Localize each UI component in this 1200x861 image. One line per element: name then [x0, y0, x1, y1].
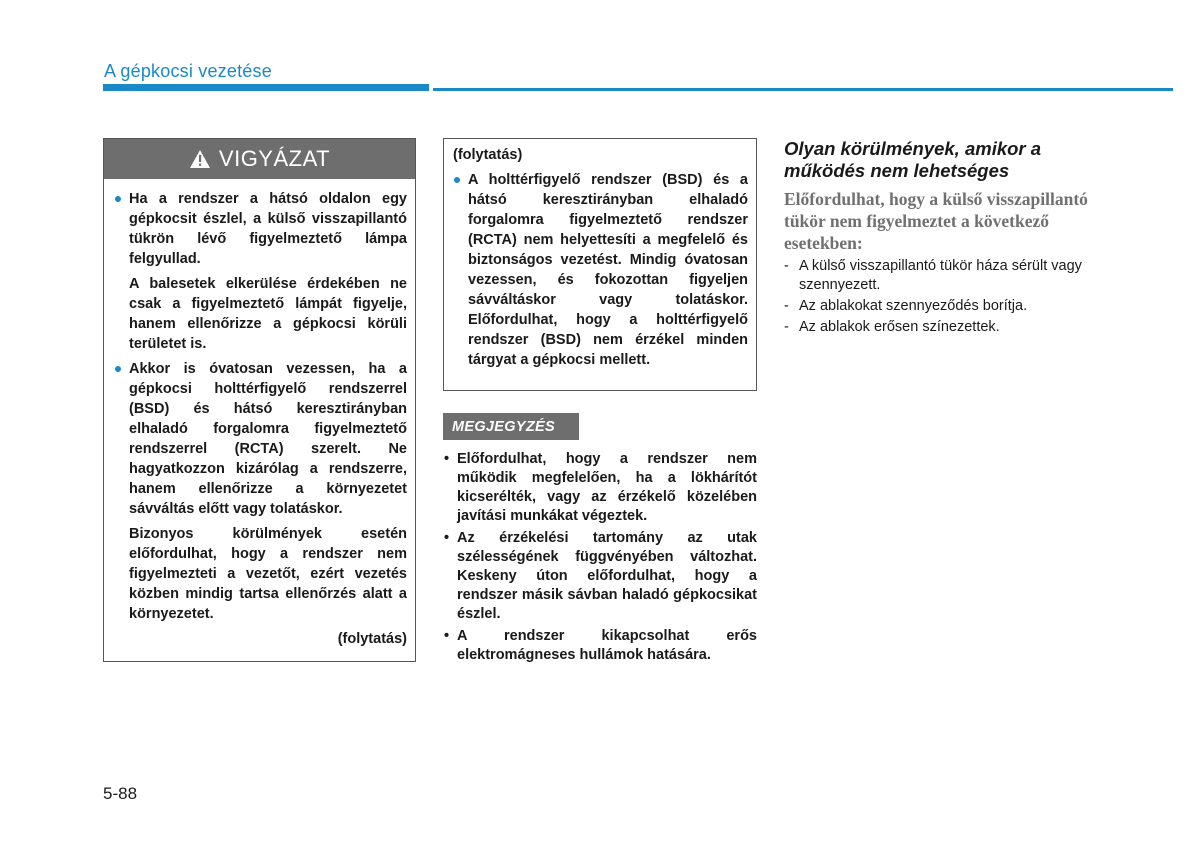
warning-bullet-2 — [114, 359, 407, 519]
warning-header — [104, 139, 415, 179]
dash-list-item — [784, 318, 1096, 337]
warning-bullet-1-text: Ha a rendszer a hátsó oldalon egy gépkocsit észlel, a külső visszapillantó tükrön lévő figyelmeztető lámpa felgyullad. — [129, 191, 407, 267]
warning-bullet-2-sub: Bizonyos körülmények esetén előfordulhat, hogy a rendszer nem figyelmezteti a vezetőt, ezért vezetés közben mindig tartsa ellenőrzés alatt a környezetet. — [129, 526, 407, 622]
continued-bullet-text: A holttérfigyelő rendszer (BSD) és a hátsó keresztirányban elhaladó forgalomra figyelmeztető rendszer (RCTA) nem helyettesíti a megfelelő és biztonságos vezetést. Mindig óvatosan vezessen, és fokozottan figyeljen sávváltáskor vagy tolatáskor. Előfordulhat, hogy a holttérfigyelő rendszer (BSD) nem érzékel minden tárgyat a gépkocsi mellett. — [468, 172, 748, 368]
bullet-dot-icon — [454, 177, 460, 183]
section-subtitle: Előfordulhat, hogy a külső visszapillantó tükör nem figyelmeztet a következő esetekben: — [784, 189, 1088, 253]
warning-title: VIGYÁZAT — [218, 146, 331, 171]
continued-label: (folytatás) — [337, 631, 407, 647]
warning-triangle-icon — [189, 149, 211, 169]
note-item — [443, 450, 757, 526]
continued-bullet — [453, 170, 748, 370]
dash-icon: - — [784, 298, 789, 314]
warning-body — [104, 179, 415, 649]
warning-box — [103, 138, 416, 662]
warning-bullet-1 — [114, 189, 407, 269]
right-column — [784, 138, 1096, 339]
note-item-text: A rendszer kikapcsolhat erős elektromágneses hullámok hatására. — [457, 628, 757, 663]
header-rule-thin — [433, 88, 1173, 91]
continued-box-label: (folytatás) — [453, 147, 523, 163]
continued-box — [443, 138, 757, 391]
note-item-text: Az érzékelési tartomány az utak szélességének függvényében változhat. Keskeny úton előfordulhat, hogy a rendszer másik sávban haladó gépkocsikat észlel. — [457, 530, 757, 622]
section-title: Olyan körülmények, amikor a működés nem lehetséges — [784, 138, 1042, 181]
page-number: 5-88 — [103, 784, 138, 803]
note-item — [443, 627, 757, 665]
dash-list-item-text: Az ablakok erősen színezettek. — [799, 319, 1000, 335]
note-badge: MEGJEGYZÉS — [443, 413, 579, 440]
bullet-icon: • — [444, 451, 450, 467]
dash-list-item — [784, 257, 1096, 295]
bullet-dot-icon — [115, 196, 121, 202]
bullet-dot-icon — [115, 366, 121, 372]
dash-icon: - — [784, 258, 789, 274]
dash-icon: - — [784, 319, 789, 335]
note-list — [443, 450, 757, 668]
note-item — [443, 529, 757, 624]
warning-bullet-1-sub: A balesetek elkerülése érdekében ne csak a figyelmeztető lámpát figyelje, hanem ellenőrizze a gépkocsi körüli területet is. — [129, 276, 407, 352]
section-header-title: A gépkocsi vezetése — [104, 61, 272, 81]
warning-bullet-2-text: Akkor is óvatosan vezessen, ha a gépkocsi holttérfigyelő rendszerrel (BSD) és hátsó keresztirányban elhaladó forgalomra figyelmeztető rendszerrel (RCTA) szerelt. Ne hagyatkozzon kizárólag a rendszerre, hanem ellenőrizze a környezetet sávváltás előtt vagy tolatáskor. — [129, 361, 407, 517]
bullet-icon: • — [444, 530, 450, 546]
dash-list-item — [784, 297, 1096, 316]
bullet-icon: • — [444, 628, 450, 644]
dash-list-item-text: A külső visszapillantó tükör háza sérült vagy szennyezett. — [799, 258, 1082, 293]
header-rule-thick — [103, 84, 429, 91]
note-item-text: Előfordulhat, hogy a rendszer nem működik megfelelően, ha a lökhárítót kicserélték, vagy az érzékelő közelében javítási munkákat végeztek. — [457, 451, 757, 524]
dash-list-item-text: Az ablakokat szennyeződés borítja. — [799, 298, 1028, 314]
